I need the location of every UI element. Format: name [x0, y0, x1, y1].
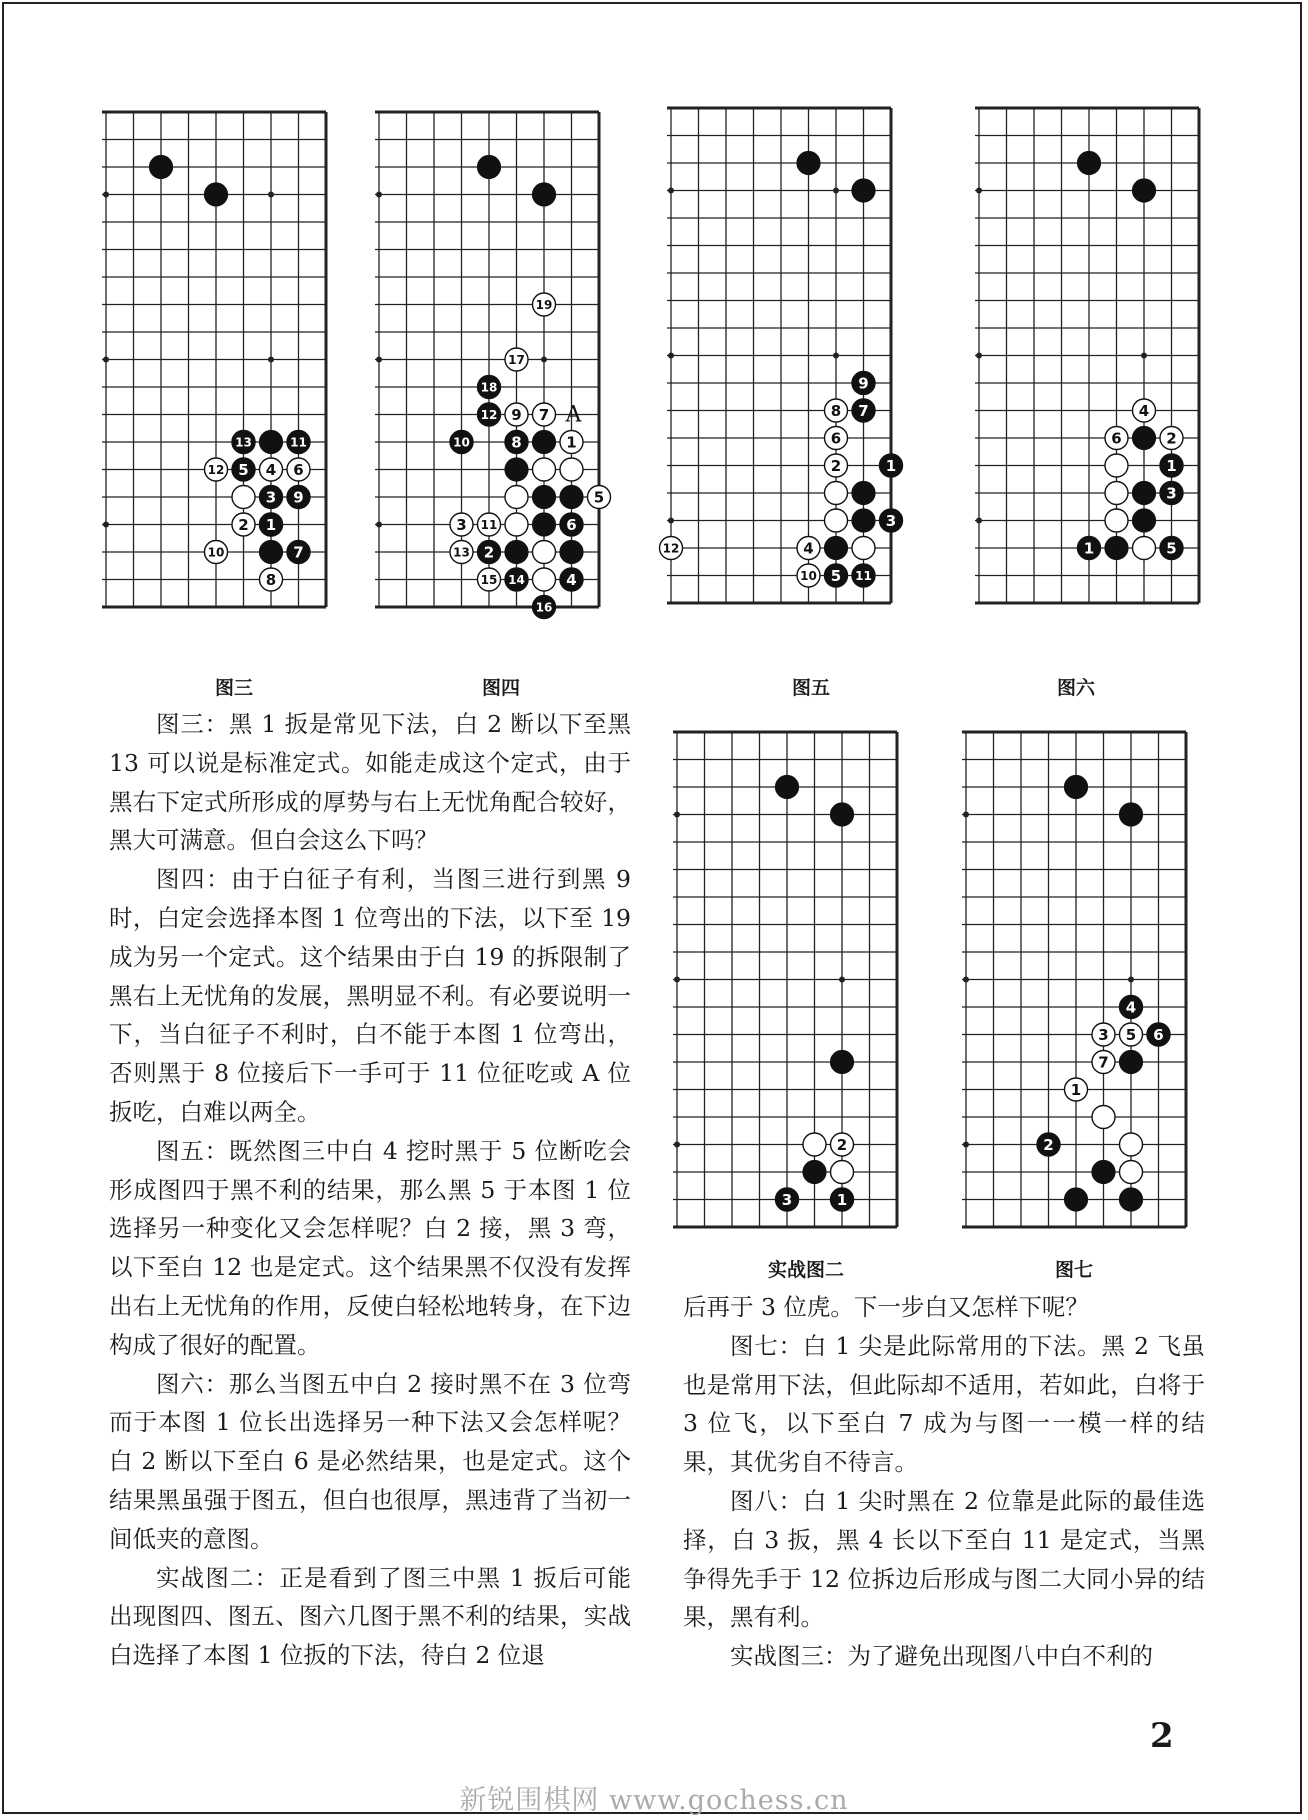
move-number: 11 [480, 518, 498, 532]
move-number: 4 [1125, 998, 1137, 1017]
move-number: 3 [1098, 1026, 1109, 1044]
black-stone [852, 482, 875, 505]
star-point [103, 522, 109, 528]
move-number: 1 [566, 433, 577, 452]
white-stone [533, 568, 556, 591]
white-stone [825, 482, 848, 505]
move-number: 4 [1138, 402, 1150, 420]
move-number: 3 [781, 1191, 793, 1209]
black-stone [533, 431, 556, 454]
move-number: 13 [453, 545, 470, 560]
move-number: 7 [1098, 1053, 1109, 1072]
black-stone [831, 1051, 854, 1074]
move-number: 6 [293, 461, 304, 479]
move-number: 3 [456, 516, 467, 534]
move-number: 10 [453, 435, 470, 450]
star-point [541, 357, 547, 363]
move-number: 2 [483, 543, 495, 562]
paragraph-fig4: 图四：由于白征子有利，当图三进行到黑 9 时，白定会选择本图 1 位弯出的下法，以下至 19 成为另一个定式。这个结果由于白 19 的拆限制了黑右上无忧角的发展，黑明显不利。有必要说明一下，当白征子不利时，白不能于本图 1 位弯出，否则黑于 8 位接后下一手可于 11 位征吃或 A 位扳吃，白难以两全。 [109, 865, 631, 1126]
white-stone [1133, 537, 1156, 560]
star-point [1141, 353, 1147, 359]
black-stone [1065, 1188, 1088, 1211]
move-number: 6 [1111, 429, 1122, 448]
star-point [668, 188, 674, 194]
move-number: 4 [803, 539, 814, 558]
white-stone [232, 486, 255, 509]
text-column-left [109, 705, 631, 1675]
star-point [674, 1142, 680, 1148]
caption-fig6: 图六 [1056, 677, 1095, 699]
point-label: A [565, 402, 582, 428]
star-point [839, 977, 845, 983]
board-grid [673, 732, 897, 1227]
move-number: 9 [858, 374, 869, 393]
white-stone [1092, 1106, 1115, 1129]
white-stone [533, 541, 556, 564]
move-number: 2 [830, 457, 842, 475]
move-number: 10 [207, 545, 225, 560]
black-stone [1105, 537, 1128, 560]
paragraph-fig7: 图七：白 1 尖是此际常用的下法。黑 2 飞虽也是常用下法，但此际却不适用，若如此，白将于 3 位飞，以下至白 7 成为与图一一模一样的结果，其优劣自不待言。 [683, 1331, 1205, 1477]
black-stone [560, 486, 583, 509]
move-number: 11 [290, 435, 307, 450]
star-point [668, 353, 674, 359]
black-stone [831, 803, 854, 826]
white-stone [533, 458, 556, 481]
board-grid [962, 732, 1186, 1227]
black-stone [852, 179, 875, 202]
board-grid [975, 108, 1199, 603]
black-stone [1133, 509, 1156, 532]
move-number: 9 [293, 488, 304, 507]
black-stone [260, 541, 283, 564]
white-stone [803, 1133, 826, 1156]
move-number: 13 [235, 435, 252, 450]
star-point [833, 188, 839, 194]
black-stone [560, 541, 583, 564]
move-number: 1 [1166, 457, 1177, 475]
move-number: 14 [508, 573, 525, 587]
caption-fig5: 图五 [791, 677, 830, 699]
black-stone [505, 458, 528, 481]
move-number: 9 [511, 406, 522, 424]
move-number: 4 [566, 571, 577, 589]
white-stone [505, 513, 528, 536]
move-number: 3 [885, 512, 897, 530]
caption-actual2: 实战图二 [767, 1259, 844, 1281]
star-point [103, 357, 109, 363]
black-stone [533, 486, 556, 509]
black-stone [1078, 152, 1101, 175]
move-number: 1 [885, 457, 897, 475]
star-point [976, 353, 982, 359]
star-point [976, 188, 982, 194]
white-stone [505, 486, 528, 509]
black-stone [505, 541, 528, 564]
black-stone [803, 1161, 826, 1184]
black-stone [852, 509, 875, 532]
star-point [963, 812, 969, 818]
move-number: 5 [830, 567, 842, 585]
board-fig7 [962, 728, 1202, 1228]
star-point [268, 192, 274, 198]
move-number: 3 [1166, 484, 1177, 503]
move-number: 6 [566, 516, 577, 534]
board-fig5 [662, 104, 933, 604]
move-number: 15 [480, 573, 498, 587]
move-number: 1 [1083, 539, 1095, 558]
star-point [376, 522, 382, 528]
paragraph-fig8: 图八：白 1 尖时黑在 2 位靠是此际的最佳选择，白 3 扳，黑 4 长以下至白 11 是定式，当黑争得先手于 12 位拆边后形成与图二大同小异的结果，黑有利。 [683, 1486, 1205, 1632]
move-number: 5 [238, 461, 249, 479]
star-point [963, 977, 969, 983]
move-number: 16 [535, 600, 553, 615]
move-number: 8 [511, 433, 522, 452]
board-fig4 [375, 108, 615, 615]
caption-fig7: 图七 [1054, 1259, 1093, 1281]
black-stone [533, 513, 556, 536]
black-stone [1120, 1051, 1143, 1074]
black-stone [776, 776, 799, 799]
black-stone [797, 152, 820, 175]
move-number: 3 [265, 488, 277, 507]
text-column-right [683, 1288, 1205, 1676]
caption-fig4: 图四 [481, 677, 520, 699]
move-number: 10 [800, 569, 817, 583]
black-stone [1120, 803, 1143, 826]
black-stone [205, 183, 228, 206]
paragraph-fig3: 图三：黑 1 扳是常见下法，白 2 断以下至黑 13 可以说是标准定式。如能走成这个定式，由于黑右下定式所形成的厚势与右上无忧角配合较好，黑大可满意。但白会这么下吗？ [109, 710, 631, 855]
star-point [268, 357, 274, 363]
paragraph-fig6: 图六：那么当图五中白 2 接时黑不在 3 位弯而于本图 1 位长出选择另一种下法又会怎样呢？白 2 断以下至白 6 是必然结果，也是定式。这个结果黑虽强于图五，但白也很厚，黑违背了当初一间低夹的意图。 [109, 1369, 631, 1553]
move-number: 11 [855, 569, 872, 583]
move-number: 6 [1153, 1026, 1164, 1044]
move-number: 5 [1166, 539, 1177, 558]
white-stone [831, 1161, 854, 1184]
move-number: 8 [830, 402, 842, 420]
star-point [376, 357, 382, 363]
black-stone [1133, 427, 1156, 450]
white-stone [1105, 509, 1128, 532]
black-stone [260, 431, 283, 454]
move-number: 18 [480, 380, 498, 395]
white-stone [852, 537, 875, 560]
black-stone [825, 537, 848, 560]
move-number: 12 [207, 463, 225, 477]
move-number: 17 [508, 353, 525, 367]
black-stone [478, 156, 501, 179]
move-number: 2 [1166, 429, 1177, 448]
star-point [833, 353, 839, 359]
move-number: 7 [858, 402, 869, 420]
move-number: 1 [265, 516, 277, 534]
white-stone [560, 458, 583, 481]
move-number: 4 [265, 461, 277, 479]
black-stone [533, 183, 556, 206]
white-stone [1120, 1161, 1143, 1184]
white-stone [1105, 482, 1128, 505]
move-number: 2 [1043, 1136, 1054, 1154]
footer-watermark: 新锐围棋网 www.gochess.cn [459, 1785, 849, 1816]
star-point [674, 812, 680, 818]
move-number: 8 [265, 571, 277, 589]
black-stone [1092, 1161, 1115, 1184]
star-point [376, 192, 382, 198]
move-number: 2 [836, 1136, 848, 1154]
black-stone [1133, 179, 1156, 202]
board-fig3 [102, 108, 342, 608]
star-point [963, 1142, 969, 1148]
move-number: 6 [830, 429, 842, 448]
star-point [668, 518, 674, 524]
white-stone [825, 509, 848, 532]
move-number: 12 [662, 541, 680, 556]
page-number: 2 [1150, 1716, 1174, 1756]
move-number: 12 [480, 408, 498, 422]
board-fig6 [975, 104, 1215, 604]
star-point [674, 977, 680, 983]
white-stone [1105, 454, 1128, 477]
black-stone [1065, 776, 1088, 799]
star-point [976, 518, 982, 524]
paragraph-actual3: 实战图三：为了避免出现图八中白不利的 [730, 1642, 1153, 1671]
board-actual2 [673, 728, 913, 1228]
black-stone [1133, 482, 1156, 505]
move-number: 19 [535, 298, 553, 312]
move-number: 2 [238, 516, 249, 534]
black-stone [150, 156, 173, 179]
move-number: 5 [1125, 1026, 1137, 1044]
move-number: 5 [593, 488, 605, 507]
white-stone [1120, 1133, 1143, 1156]
move-number: 1 [836, 1191, 848, 1209]
move-number: 7 [538, 406, 550, 424]
paragraph-actual2: 实战图二：正是看到了图三中黑 1 扳后可能出现图四、图五、图六几图于黑不利的结果，实战白选择了本图 1 位扳的下法，待白 2 位退 [109, 1563, 631, 1670]
move-number: 7 [293, 543, 304, 562]
move-number: 1 [1070, 1081, 1082, 1099]
paragraph-fig5: 图五：既然图三中白 4 挖时黑于 5 位断吃会形成图四于黑不利的结果，那么黑 5 于本图 1 位选择另一种变化又会怎样呢？白 2 接，黑 3 弯，以下至白 12 也是定式。这个结果黑不仅没有发挥出右上无忧角的作用，反使白轻松地转身，在下边构成了很好的配置。 [109, 1136, 631, 1359]
star-point [103, 192, 109, 198]
star-point [1128, 977, 1134, 983]
caption-fig3: 图三 [214, 677, 253, 699]
paragraph-actual2-cont: 后再于 3 位虎。下一步白又怎样下呢？ [683, 1293, 1089, 1321]
black-stone [1120, 1188, 1143, 1211]
